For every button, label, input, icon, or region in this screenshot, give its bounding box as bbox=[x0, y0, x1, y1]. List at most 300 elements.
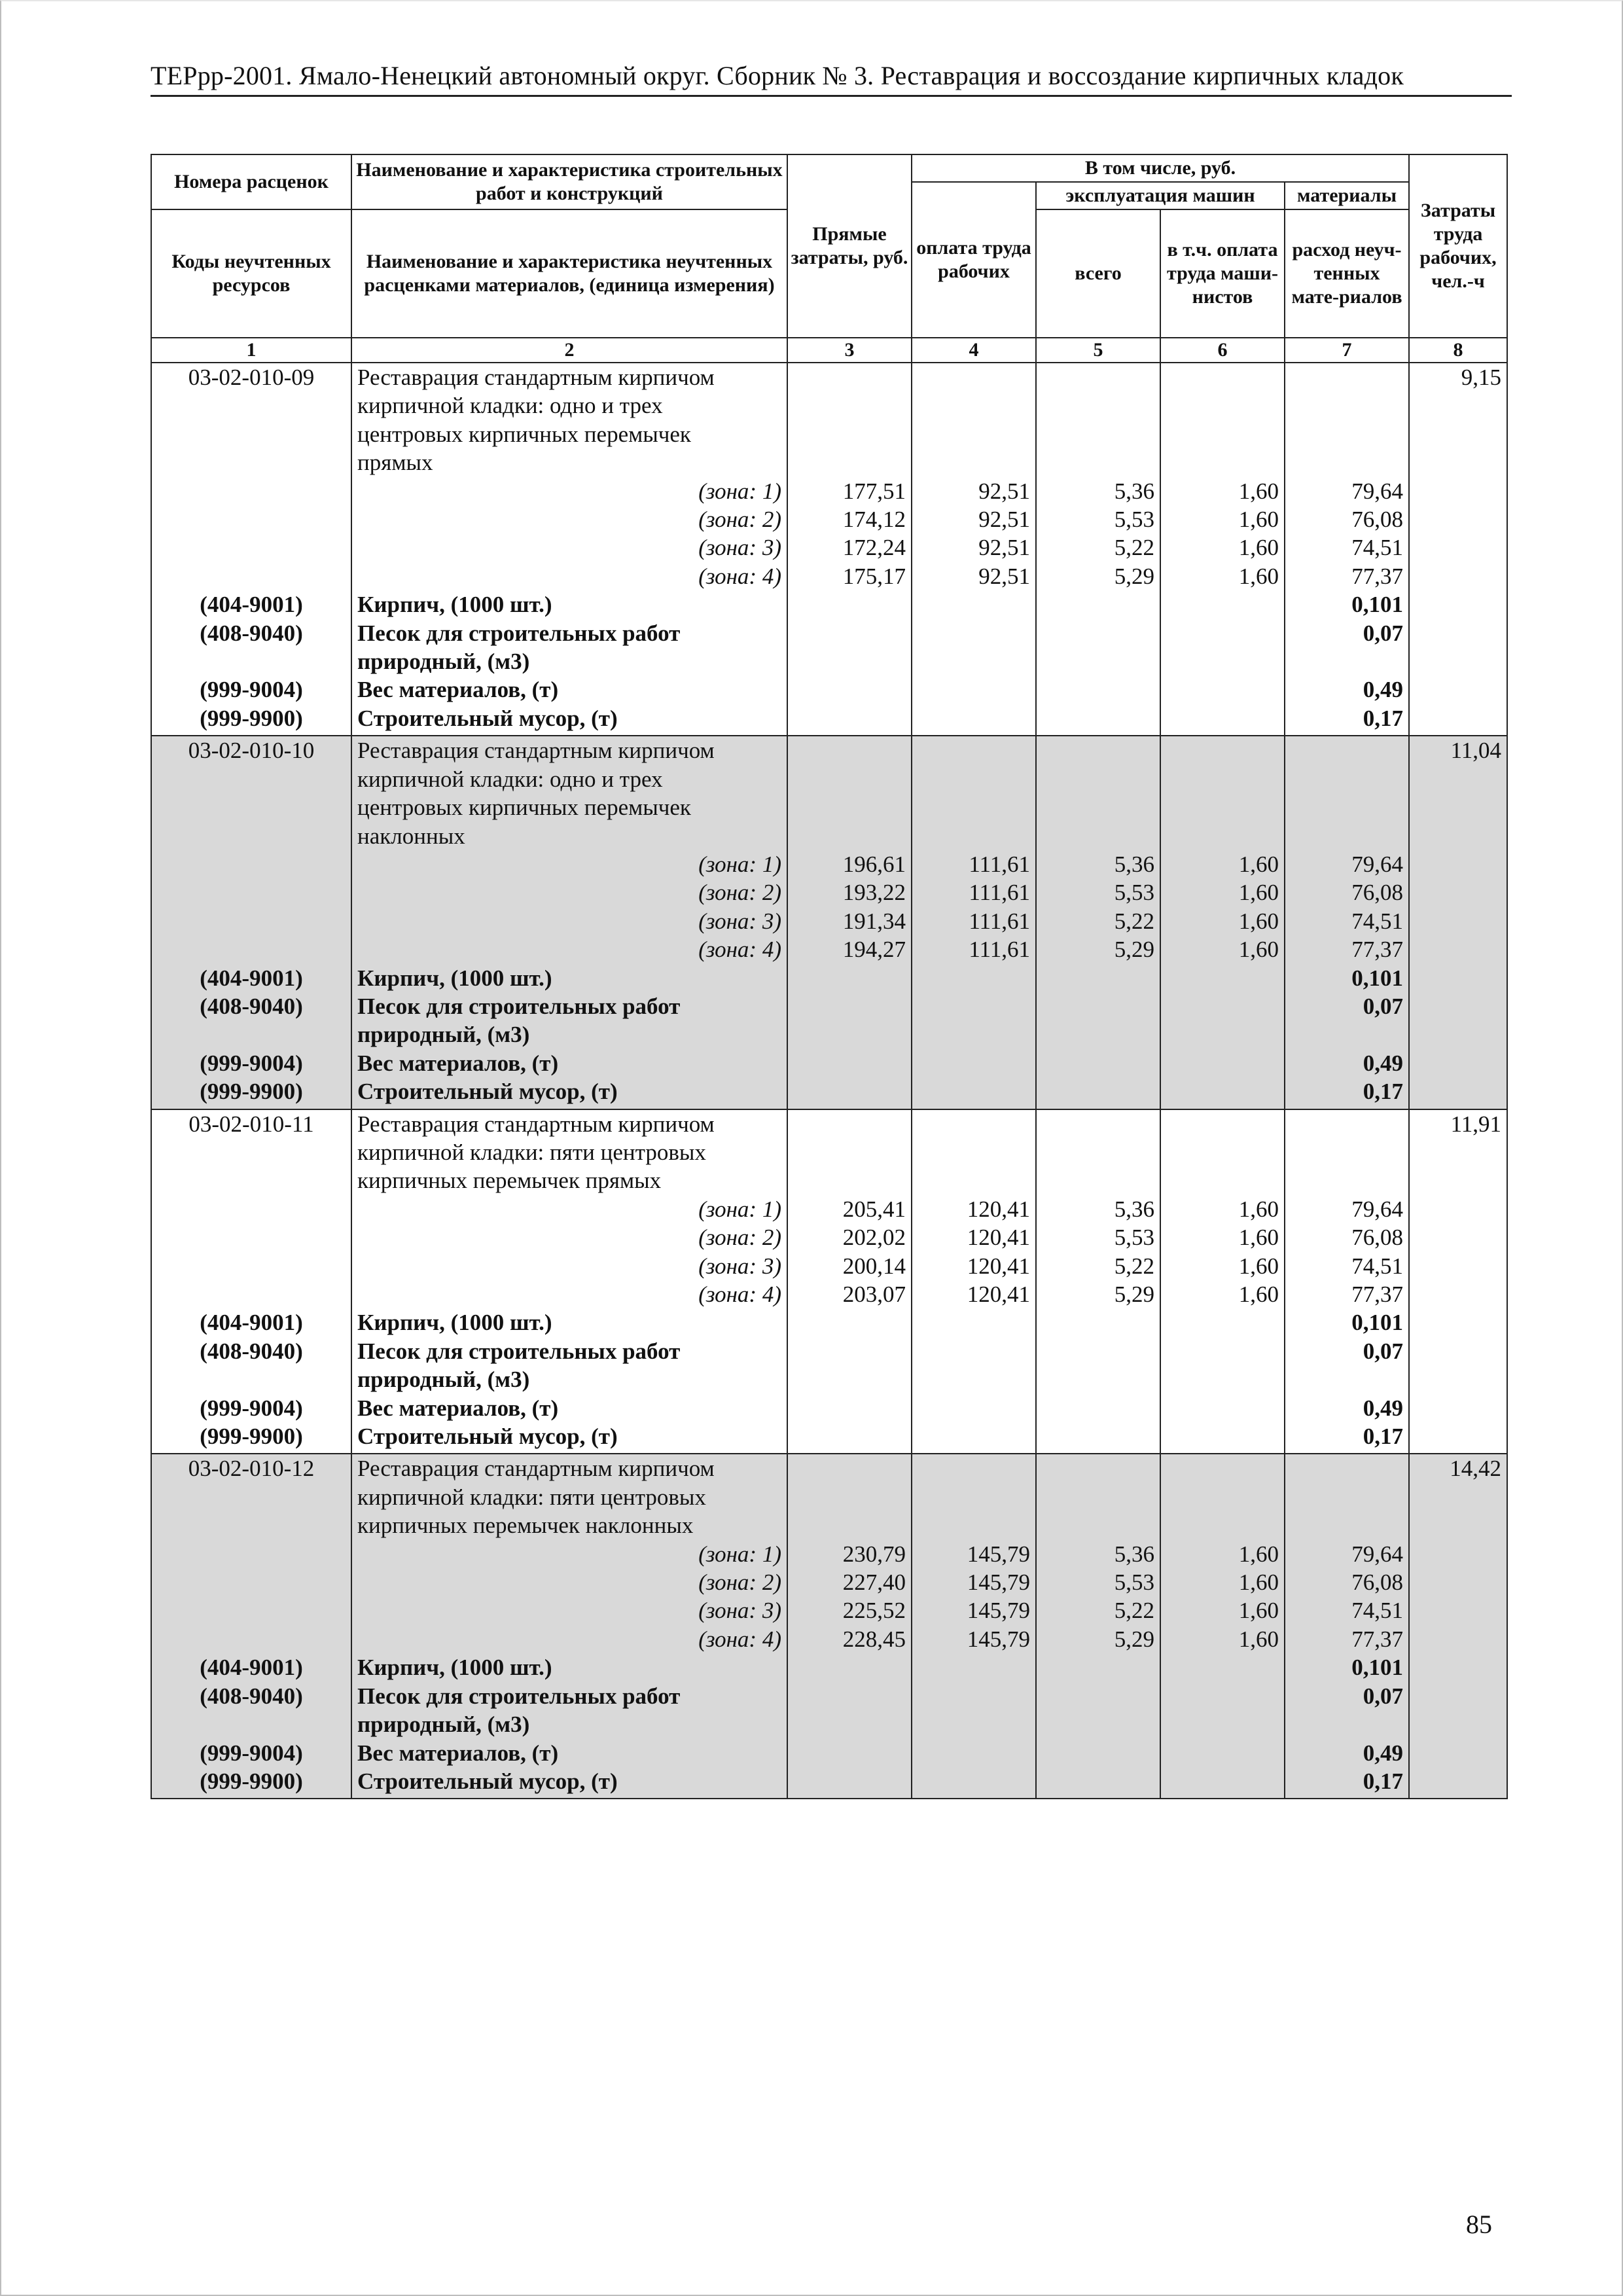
resource-name: Песок для строительных работ bbox=[351, 992, 787, 1020]
direct-cost-value: 205,41 bbox=[787, 1195, 912, 1223]
empty-cell bbox=[1409, 391, 1507, 420]
resource-row bbox=[151, 1710, 1507, 1738]
machines-total-value: 5,29 bbox=[1036, 1625, 1160, 1653]
empty-cell bbox=[1409, 907, 1507, 935]
empty-cell bbox=[151, 1596, 351, 1624]
materials-value: 74,51 bbox=[1285, 907, 1409, 935]
machinist-wages-value: 1,60 bbox=[1160, 1625, 1285, 1653]
rate-code: 03-02-010-10 bbox=[151, 736, 351, 764]
materials-value: 79,64 bbox=[1285, 1195, 1409, 1223]
machinist-wages-value: 1,60 bbox=[1160, 935, 1285, 963]
empty-cell bbox=[1285, 420, 1409, 448]
empty-cell bbox=[1409, 1568, 1507, 1596]
worker-wages-value: 120,41 bbox=[912, 1223, 1036, 1251]
empty-cell bbox=[1160, 1454, 1285, 1482]
zone-label: (зона: 1) bbox=[351, 850, 787, 878]
empty-cell bbox=[1160, 1077, 1285, 1109]
empty-cell bbox=[1409, 765, 1507, 793]
empty-cell bbox=[787, 647, 912, 675]
description-row bbox=[151, 391, 1507, 420]
resource-code: (999-9900) bbox=[151, 704, 351, 736]
empty-cell bbox=[1036, 964, 1160, 992]
zone-label: (зона: 1) bbox=[351, 1195, 787, 1223]
direct-cost-value: 200,14 bbox=[787, 1252, 912, 1280]
empty-cell bbox=[1285, 793, 1409, 821]
header-rate-numbers: Номера расценок bbox=[151, 154, 351, 209]
resource-code: (408-9040) bbox=[151, 992, 351, 1020]
empty-cell bbox=[912, 391, 1036, 420]
table-head bbox=[151, 154, 1507, 363]
empty-cell bbox=[787, 1337, 912, 1365]
materials-value: 74,51 bbox=[1285, 1252, 1409, 1280]
empty-cell bbox=[1160, 1682, 1285, 1710]
empty-cell bbox=[1036, 992, 1160, 1020]
empty-cell bbox=[151, 1280, 351, 1308]
empty-cell bbox=[151, 765, 351, 793]
worker-wages-value: 92,51 bbox=[912, 562, 1036, 590]
empty-cell bbox=[912, 765, 1036, 793]
description-row bbox=[151, 822, 1507, 850]
empty-cell bbox=[1409, 448, 1507, 476]
empty-cell bbox=[787, 1109, 912, 1138]
resource-name: природный, (м3) bbox=[351, 1365, 787, 1393]
zone-label: (зона: 4) bbox=[351, 1625, 787, 1653]
machinist-wages-value: 1,60 bbox=[1160, 878, 1285, 906]
empty-cell bbox=[1409, 935, 1507, 963]
resource-code: (999-9004) bbox=[151, 675, 351, 704]
empty-cell bbox=[1160, 1138, 1285, 1166]
machinist-wages-value: 1,60 bbox=[1160, 1195, 1285, 1223]
page-header: ТЕРрр-2001. Ямало-Ненецкий автономный округ. Сборник № 3. Реставрация и воссоздание кирпичных кладок bbox=[151, 60, 1512, 97]
work-description-line: Реставрация стандартным кирпичом bbox=[351, 1109, 787, 1138]
empty-cell bbox=[912, 1166, 1036, 1194]
empty-cell bbox=[151, 1365, 351, 1393]
header-including-group: В том числе, руб. bbox=[912, 154, 1409, 182]
description-row bbox=[151, 1483, 1507, 1511]
zone-label: (зона: 2) bbox=[351, 1223, 787, 1251]
empty-cell bbox=[912, 1739, 1036, 1767]
column-number: 1 bbox=[151, 338, 351, 363]
empty-cell bbox=[1160, 736, 1285, 764]
empty-cell bbox=[151, 1020, 351, 1049]
zone-row bbox=[151, 505, 1507, 533]
empty-cell bbox=[912, 1394, 1036, 1422]
machines-total-value: 5,22 bbox=[1036, 1252, 1160, 1280]
rate-code: 03-02-010-12 bbox=[151, 1454, 351, 1482]
empty-cell bbox=[1036, 448, 1160, 476]
empty-cell bbox=[1160, 1049, 1285, 1077]
empty-cell bbox=[151, 448, 351, 476]
empty-cell bbox=[1409, 1682, 1507, 1710]
labor-hours: 14,42 bbox=[1409, 1454, 1507, 1482]
zone-row bbox=[151, 1625, 1507, 1653]
column-number: 2 bbox=[351, 338, 787, 363]
empty-cell bbox=[787, 1077, 912, 1109]
empty-cell bbox=[912, 1483, 1036, 1511]
empty-cell bbox=[151, 647, 351, 675]
empty-cell bbox=[1409, 850, 1507, 878]
empty-cell bbox=[1409, 1394, 1507, 1422]
empty-cell bbox=[1409, 1422, 1507, 1454]
resource-code: (999-9004) bbox=[151, 1394, 351, 1422]
empty-cell bbox=[1409, 1252, 1507, 1280]
empty-cell bbox=[1409, 562, 1507, 590]
empty-cell bbox=[912, 704, 1036, 736]
labor-hours: 9,15 bbox=[1409, 363, 1507, 391]
materials-value: 76,08 bbox=[1285, 505, 1409, 533]
empty-cell bbox=[1036, 363, 1160, 391]
empty-cell bbox=[1285, 1109, 1409, 1138]
empty-cell bbox=[1409, 822, 1507, 850]
resource-amount: 0,17 bbox=[1285, 1767, 1409, 1799]
worker-wages-value: 120,41 bbox=[912, 1280, 1036, 1308]
machinist-wages-value: 1,60 bbox=[1160, 1280, 1285, 1308]
column-number: 8 bbox=[1409, 338, 1507, 363]
resource-code: (999-9004) bbox=[151, 1739, 351, 1767]
materials-value: 76,08 bbox=[1285, 1568, 1409, 1596]
empty-cell bbox=[1036, 1138, 1160, 1166]
empty-cell bbox=[151, 850, 351, 878]
empty-cell bbox=[151, 1223, 351, 1251]
resource-amount: 0,17 bbox=[1285, 1422, 1409, 1454]
empty-cell bbox=[1036, 1109, 1160, 1138]
empty-cell bbox=[1036, 1483, 1160, 1511]
resource-amount: 0,17 bbox=[1285, 704, 1409, 736]
work-description-line: Реставрация стандартным кирпичом bbox=[351, 363, 787, 391]
empty-cell bbox=[151, 533, 351, 562]
empty-cell bbox=[1160, 448, 1285, 476]
empty-cell bbox=[1160, 590, 1285, 619]
empty-cell bbox=[1409, 420, 1507, 448]
zone-label: (зона: 2) bbox=[351, 1568, 787, 1596]
zone-label: (зона: 2) bbox=[351, 505, 787, 533]
machinist-wages-value: 1,60 bbox=[1160, 907, 1285, 935]
machines-total-value: 5,22 bbox=[1036, 533, 1160, 562]
resource-name: Кирпич, (1000 шт.) bbox=[351, 590, 787, 619]
empty-cell bbox=[1285, 1454, 1409, 1482]
empty-cell bbox=[912, 1138, 1036, 1166]
work-description-line: кирпичной кладки: пяти центровых bbox=[351, 1483, 787, 1511]
machinist-wages-value: 1,60 bbox=[1160, 477, 1285, 505]
rate-code: 03-02-010-11 bbox=[151, 1109, 351, 1138]
worker-wages-value: 111,61 bbox=[912, 907, 1036, 935]
work-description-line: центровых кирпичных перемычек bbox=[351, 420, 787, 448]
resource-row bbox=[151, 1020, 1507, 1049]
empty-cell bbox=[1160, 992, 1285, 1020]
empty-cell bbox=[1409, 1625, 1507, 1653]
empty-cell bbox=[912, 1682, 1036, 1710]
zone-row bbox=[151, 1540, 1507, 1568]
description-row bbox=[151, 736, 1507, 764]
empty-cell bbox=[1036, 1308, 1160, 1336]
empty-cell bbox=[787, 736, 912, 764]
empty-cell bbox=[912, 1454, 1036, 1482]
empty-cell bbox=[1160, 1337, 1285, 1365]
empty-cell bbox=[1036, 1422, 1160, 1454]
empty-cell bbox=[1160, 1739, 1285, 1767]
resource-row bbox=[151, 1337, 1507, 1365]
empty-cell bbox=[787, 420, 912, 448]
resource-name: природный, (м3) bbox=[351, 1020, 787, 1049]
empty-cell bbox=[1285, 736, 1409, 764]
empty-cell bbox=[1160, 675, 1285, 704]
resource-amount: 0,101 bbox=[1285, 1653, 1409, 1681]
description-row bbox=[151, 1511, 1507, 1539]
empty-cell bbox=[1409, 619, 1507, 647]
zone-label: (зона: 3) bbox=[351, 1252, 787, 1280]
empty-cell bbox=[1409, 704, 1507, 736]
worker-wages-value: 92,51 bbox=[912, 533, 1036, 562]
machinist-wages-value: 1,60 bbox=[1160, 1223, 1285, 1251]
empty-cell bbox=[787, 1138, 912, 1166]
machines-total-value: 5,53 bbox=[1036, 505, 1160, 533]
empty-cell bbox=[1036, 1767, 1160, 1799]
machinist-wages-value: 1,60 bbox=[1160, 505, 1285, 533]
empty-cell bbox=[1409, 964, 1507, 992]
empty-cell bbox=[912, 1308, 1036, 1336]
direct-cost-value: 177,51 bbox=[787, 477, 912, 505]
empty-cell bbox=[1160, 1020, 1285, 1049]
empty-cell bbox=[1409, 1308, 1507, 1336]
empty-cell bbox=[151, 1511, 351, 1539]
worker-wages-value: 145,79 bbox=[912, 1568, 1036, 1596]
empty-cell bbox=[1285, 448, 1409, 476]
zone-label: (зона: 4) bbox=[351, 1280, 787, 1308]
empty-cell bbox=[1036, 793, 1160, 821]
empty-cell bbox=[912, 619, 1036, 647]
resource-row bbox=[151, 1739, 1507, 1767]
empty-cell bbox=[912, 363, 1036, 391]
empty-cell bbox=[1409, 1337, 1507, 1365]
work-description-line: кирпичной кладки: одно и трех bbox=[351, 391, 787, 420]
empty-cell bbox=[151, 907, 351, 935]
resource-row bbox=[151, 1394, 1507, 1422]
empty-cell bbox=[1285, 1483, 1409, 1511]
empty-cell bbox=[1160, 1483, 1285, 1511]
direct-cost-value: 203,07 bbox=[787, 1280, 912, 1308]
worker-wages-value: 145,79 bbox=[912, 1540, 1036, 1568]
empty-cell bbox=[787, 448, 912, 476]
resource-name: Вес материалов, (т) bbox=[351, 1739, 787, 1767]
direct-cost-value: 194,27 bbox=[787, 935, 912, 963]
worker-wages-value: 145,79 bbox=[912, 1625, 1036, 1653]
empty-cell bbox=[1160, 391, 1285, 420]
machines-total-value: 5,29 bbox=[1036, 562, 1160, 590]
header-machines-total: всего bbox=[1036, 209, 1160, 338]
machines-total-value: 5,36 bbox=[1036, 477, 1160, 505]
empty-cell bbox=[912, 1049, 1036, 1077]
empty-cell bbox=[787, 1710, 912, 1738]
header-material-names: Наименование и характеристика неучтенных расценками материалов, (единица измерения) bbox=[351, 209, 787, 338]
empty-cell bbox=[1036, 619, 1160, 647]
resource-code: (999-9900) bbox=[151, 1077, 351, 1109]
machines-total-value: 5,53 bbox=[1036, 1223, 1160, 1251]
empty-cell bbox=[912, 736, 1036, 764]
empty-cell bbox=[787, 1365, 912, 1393]
work-description-line: кирпичных перемычек наклонных bbox=[351, 1511, 787, 1539]
empty-cell bbox=[1409, 1049, 1507, 1077]
empty-cell bbox=[1409, 647, 1507, 675]
materials-value: 74,51 bbox=[1285, 1596, 1409, 1624]
resource-name: Кирпич, (1000 шт.) bbox=[351, 964, 787, 992]
empty-cell bbox=[151, 793, 351, 821]
resource-amount: 0,49 bbox=[1285, 1739, 1409, 1767]
empty-cell bbox=[1036, 1077, 1160, 1109]
empty-cell bbox=[1160, 793, 1285, 821]
empty-cell bbox=[787, 765, 912, 793]
rate-block bbox=[151, 736, 1507, 1109]
empty-cell bbox=[1409, 1020, 1507, 1049]
empty-cell bbox=[912, 1653, 1036, 1681]
resource-amount: 0,101 bbox=[1285, 590, 1409, 619]
empty-cell bbox=[912, 420, 1036, 448]
empty-cell bbox=[1036, 590, 1160, 619]
rate-block bbox=[151, 1454, 1507, 1799]
empty-cell bbox=[787, 822, 912, 850]
empty-cell bbox=[151, 1710, 351, 1738]
empty-cell bbox=[1409, 477, 1507, 505]
empty-cell bbox=[1036, 1020, 1160, 1049]
materials-value: 76,08 bbox=[1285, 1223, 1409, 1251]
machinist-wages-value: 1,60 bbox=[1160, 850, 1285, 878]
resource-amount: 0,101 bbox=[1285, 964, 1409, 992]
work-description-line: прямых bbox=[351, 448, 787, 476]
machines-total-value: 5,29 bbox=[1036, 1280, 1160, 1308]
empty-cell bbox=[1285, 647, 1409, 675]
empty-cell bbox=[787, 1483, 912, 1511]
empty-cell bbox=[1160, 1767, 1285, 1799]
resource-name: Строительный мусор, (т) bbox=[351, 1077, 787, 1109]
empty-cell bbox=[1409, 1223, 1507, 1251]
empty-cell bbox=[912, 793, 1036, 821]
empty-cell bbox=[912, 590, 1036, 619]
empty-cell bbox=[1409, 793, 1507, 821]
empty-cell bbox=[1036, 1653, 1160, 1681]
empty-cell bbox=[1409, 1540, 1507, 1568]
empty-cell bbox=[1036, 1682, 1160, 1710]
description-row bbox=[151, 420, 1507, 448]
direct-cost-value: 191,34 bbox=[787, 907, 912, 935]
empty-cell bbox=[912, 1020, 1036, 1049]
empty-cell bbox=[1160, 1710, 1285, 1738]
empty-cell bbox=[787, 619, 912, 647]
resource-name: Строительный мусор, (т) bbox=[351, 1422, 787, 1454]
materials-value: 76,08 bbox=[1285, 878, 1409, 906]
empty-cell bbox=[1160, 1365, 1285, 1393]
rate-code: 03-02-010-09 bbox=[151, 363, 351, 391]
resource-name: Вес материалов, (т) bbox=[351, 675, 787, 704]
resource-name: Песок для строительных работ bbox=[351, 1682, 787, 1710]
empty-cell bbox=[1036, 765, 1160, 793]
zone-row bbox=[151, 477, 1507, 505]
machines-total-value: 5,53 bbox=[1036, 878, 1160, 906]
header-labor-costs: Затраты труда рабочих, чел.-ч bbox=[1409, 154, 1507, 338]
zone-row bbox=[151, 935, 1507, 963]
resource-code: (999-9004) bbox=[151, 1049, 351, 1077]
resource-amount: 0,49 bbox=[1285, 675, 1409, 704]
empty-cell bbox=[1036, 391, 1160, 420]
empty-cell bbox=[787, 1422, 912, 1454]
work-description-line: кирпичной кладки: пяти центровых bbox=[351, 1138, 787, 1166]
empty-cell bbox=[912, 822, 1036, 850]
resource-row bbox=[151, 1682, 1507, 1710]
empty-cell bbox=[1036, 1337, 1160, 1365]
description-row bbox=[151, 793, 1507, 821]
worker-wages-value: 120,41 bbox=[912, 1252, 1036, 1280]
rate-block bbox=[151, 363, 1507, 736]
description-row bbox=[151, 448, 1507, 476]
empty-cell bbox=[787, 1454, 912, 1482]
direct-cost-value: 230,79 bbox=[787, 1540, 912, 1568]
zone-row bbox=[151, 562, 1507, 590]
resource-row bbox=[151, 675, 1507, 704]
resource-name: Строительный мусор, (т) bbox=[351, 704, 787, 736]
empty-cell bbox=[1160, 765, 1285, 793]
materials-value: 79,64 bbox=[1285, 477, 1409, 505]
empty-cell bbox=[1409, 1710, 1507, 1738]
empty-cell bbox=[912, 1511, 1036, 1539]
worker-wages-value: 111,61 bbox=[912, 850, 1036, 878]
page-number: 85 bbox=[1466, 2210, 1492, 2239]
column-number: 7 bbox=[1285, 338, 1409, 363]
zone-row bbox=[151, 907, 1507, 935]
resource-name: природный, (м3) bbox=[351, 1710, 787, 1738]
empty-cell bbox=[1409, 533, 1507, 562]
machines-total-value: 5,36 bbox=[1036, 1540, 1160, 1568]
empty-cell bbox=[151, 420, 351, 448]
empty-cell bbox=[1160, 1308, 1285, 1336]
empty-cell bbox=[1285, 822, 1409, 850]
empty-cell bbox=[1036, 675, 1160, 704]
empty-cell bbox=[151, 1138, 351, 1166]
empty-cell bbox=[787, 1166, 912, 1194]
empty-cell bbox=[1160, 822, 1285, 850]
machines-total-value: 5,53 bbox=[1036, 1568, 1160, 1596]
zone-row bbox=[151, 1596, 1507, 1624]
worker-wages-value: 145,79 bbox=[912, 1596, 1036, 1624]
empty-cell bbox=[787, 1682, 912, 1710]
empty-cell bbox=[787, 675, 912, 704]
empty-cell bbox=[1036, 1049, 1160, 1077]
machinist-wages-value: 1,60 bbox=[1160, 562, 1285, 590]
empty-cell bbox=[151, 935, 351, 963]
resource-row bbox=[151, 1365, 1507, 1393]
column-number: 3 bbox=[787, 338, 912, 363]
resource-row bbox=[151, 590, 1507, 619]
zone-label: (зона: 2) bbox=[351, 878, 787, 906]
empty-cell bbox=[1409, 1511, 1507, 1539]
empty-cell bbox=[1036, 1394, 1160, 1422]
empty-cell bbox=[787, 992, 912, 1020]
empty-cell bbox=[151, 1568, 351, 1596]
empty-cell bbox=[787, 590, 912, 619]
empty-cell bbox=[151, 562, 351, 590]
direct-cost-value: 202,02 bbox=[787, 1223, 912, 1251]
empty-cell bbox=[787, 1308, 912, 1336]
empty-cell bbox=[1285, 1020, 1409, 1049]
resource-code: (408-9040) bbox=[151, 1337, 351, 1365]
direct-cost-value: 228,45 bbox=[787, 1625, 912, 1653]
resource-amount: 0,49 bbox=[1285, 1049, 1409, 1077]
empty-cell bbox=[787, 1020, 912, 1049]
rate-block bbox=[151, 1109, 1507, 1454]
empty-cell bbox=[912, 1337, 1036, 1365]
resource-code: (404-9001) bbox=[151, 590, 351, 619]
description-row bbox=[151, 1138, 1507, 1166]
resource-amount: 0,07 bbox=[1285, 619, 1409, 647]
empty-cell bbox=[1285, 391, 1409, 420]
zone-label: (зона: 3) bbox=[351, 1596, 787, 1624]
